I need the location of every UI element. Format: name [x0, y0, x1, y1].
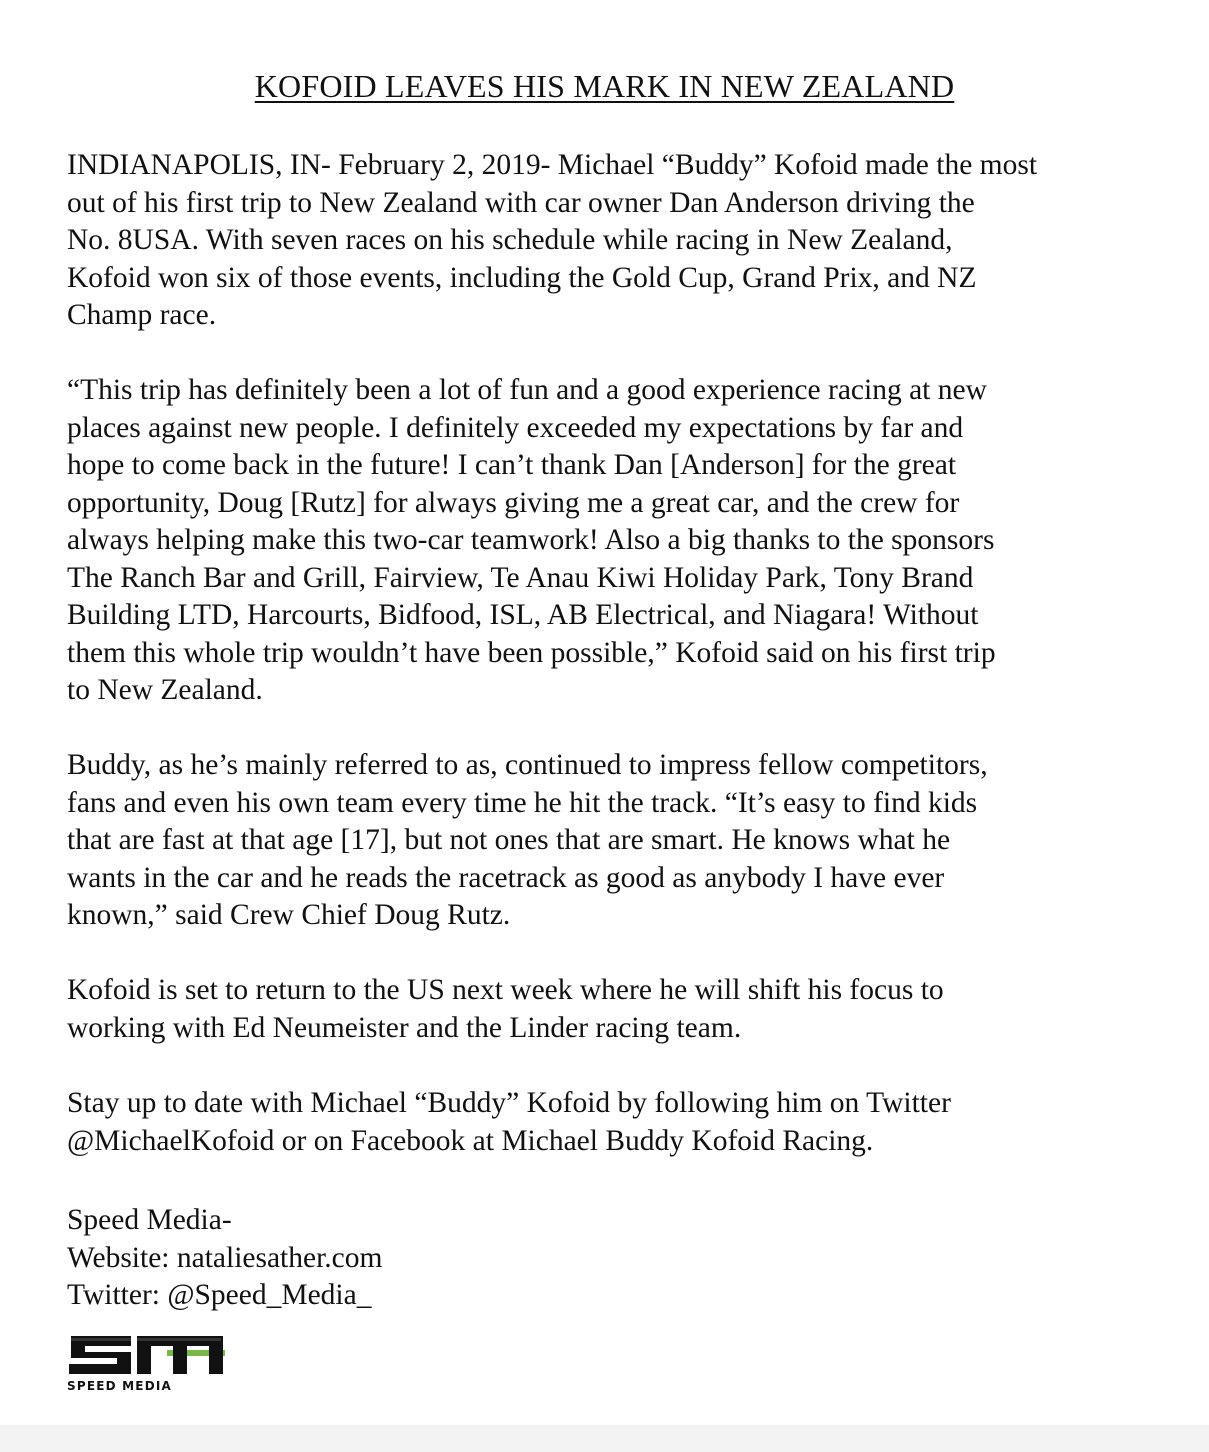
text-line: The Ranch Bar and Grill, Fairview, Te Anau Kiwi Holiday Park, Tony Brand — [67, 561, 974, 594]
text-line: out of his first trip to New Zealand with car owner Dan Anderson driving the — [67, 186, 975, 219]
page-bottom-margin — [0, 1425, 1209, 1452]
text-line: “This trip has definitely been a lot of fun and a good experience racing at new — [67, 374, 987, 406]
text-line: fans and even his own team every time he hit the track. “It’s easy to find kids — [67, 786, 978, 819]
text-line: known,” said Crew Chief Doug Rutz. — [67, 899, 511, 931]
text-line: them this whole trip wouldn’t have been possible,” Kofoid said on his first trip — [67, 636, 996, 669]
text-line: to New Zealand. — [67, 674, 263, 706]
text-line: opportunity, Doug [Rutz] for always giving me a great car, and the crew for — [67, 486, 960, 519]
text-line: Stay up to date with Michael “Buddy” Kofoid by following him on Twitter — [67, 1087, 951, 1119]
text-line: hope to come back in the future! I can’t thank Dan [Anderson] for the great — [67, 449, 957, 481]
text-line: Kofoid won six of those events, including the Gold Cup, Grand Prix, and NZ — [67, 261, 977, 294]
paragraph-social — [67, 1085, 1147, 1160]
text-line: Building LTD, Harcourts, Bidfood, ISL, AB Electrical, and Niagara! Without — [67, 599, 979, 631]
text-line: wants in the car and he reads the racetrack as good as anybody I have ever — [67, 861, 945, 894]
text-line: Kofoid is set to return to the US next week where he will shift his focus to — [67, 974, 944, 1006]
text-line: Buddy, as he’s mainly referred to as, continued to impress fellow competitors, — [67, 749, 988, 781]
contact-website: Website: nataliesather.com — [67, 1241, 383, 1274]
text-line: @MichaelKofoid or on Facebook at Michael Buddy Kofoid Racing. — [67, 1124, 874, 1157]
contact-block — [67, 1202, 1147, 1315]
logo-wordmark: SPEED MEDIA — [67, 1379, 173, 1393]
text-line: INDIANAPOLIS, IN- February 2, 2019- Michael “Buddy” Kofoid made the most — [67, 149, 1038, 181]
text-line: places against new people. I definitely exceeded my expectations by far and — [67, 411, 964, 444]
speed-media-logo — [67, 1330, 227, 1396]
text-line: that are fast at that age [17], but not ones that are smart. He knows what he — [67, 824, 951, 856]
paragraph-quote — [67, 372, 1147, 710]
headline: KOFOID LEAVES HIS MARK IN NEW ZEALAND — [254, 68, 955, 104]
text-line: Champ race. — [67, 299, 217, 331]
text-line: No. 8USA. With seven races on his schedule while racing in New Zealand, — [67, 224, 953, 256]
contact-twitter: Twitter: @Speed_Media_ — [67, 1279, 372, 1311]
paragraph-intro — [67, 147, 1147, 335]
paragraph-crew-chief — [67, 747, 1147, 935]
paragraph-return — [67, 972, 1147, 1047]
contact-org: Speed Media- — [67, 1204, 232, 1236]
text-line: working with Ed Neumeister and the Linder racing team. — [67, 1011, 742, 1044]
text-line: always helping make this two-car teamwork! Also a big thanks to the sponsors — [67, 524, 995, 556]
